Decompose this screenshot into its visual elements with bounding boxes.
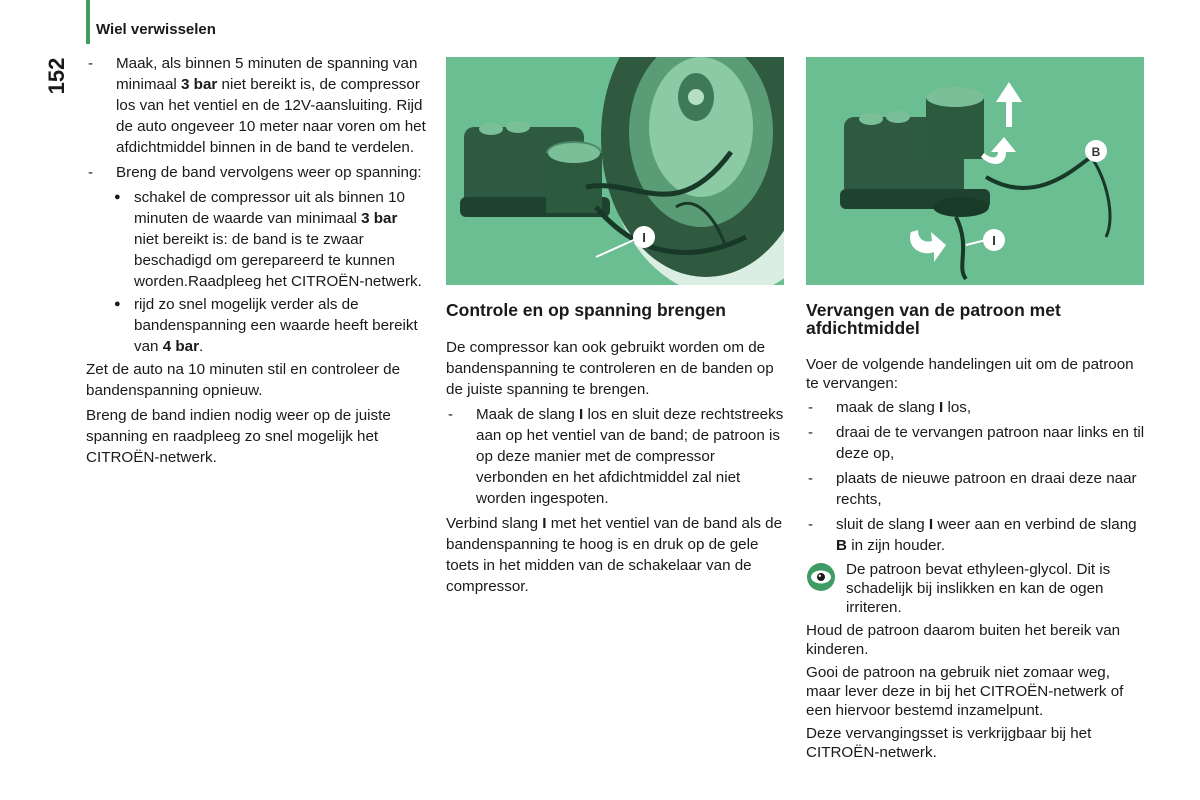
page-number: 152	[44, 57, 69, 95]
compressor-on-wheel-illustration	[446, 57, 784, 285]
section-header: Wiel verwisselen	[96, 21, 216, 38]
callout-label: I	[642, 230, 646, 245]
paragraph: Verbind slang I met het ventiel van de band als de bandenspanning te hoog is en druk op de gele toets in het midden van de schakelaar van de compressor.	[446, 515, 783, 595]
header-accent-bar	[86, 0, 90, 44]
warning-notice: De patroon bevat ethyleen-glycol. Dit is schadelijk bij inslikken en kan de ogen irriteren.	[806, 560, 1146, 617]
paragraph: Deze vervangingsset is verkrijgbaar bij het CITROËN-netwerk.	[806, 725, 1092, 761]
paragraph: Gooi de patroon na gebruik niet zomaar weg, maar lever deze in bij het CITROËN-netwerk of een hiervoor bestemd inzamelpunt.	[806, 664, 1124, 719]
bullet-item: ● rijd zo snel mogelijk verder als de bandenspanning een waarde heeft bereikt van 4 bar.	[86, 294, 426, 357]
list-item: - Breng de band vervolgens weer op spanning:	[86, 162, 426, 183]
cartridge-replacement-illustration	[806, 57, 1144, 285]
list-item: - draai de te vervangen patroon naar links en til deze op,	[806, 422, 1146, 464]
list-item: - sluit de slang I weer aan en verbind de slang B in zijn houder.	[806, 514, 1146, 556]
callout-label: B	[1091, 145, 1101, 159]
column-1	[86, 53, 426, 472]
list-item: - maak de slang I los,	[806, 397, 1146, 418]
callout-label: I	[992, 233, 996, 248]
section-heading: Vervangen van de patroon met afdichtmiddel	[806, 300, 1061, 338]
paragraph: Houd de patroon daarom buiten het bereik van kinderen.	[806, 622, 1121, 658]
bullet-item: ● schakel de compressor uit als binnen 10 minuten de waarde van minimaal 3 bar niet bereikt is: de band is te zwaar beschadigd om gerepareerd te kunnen worden.Raadpleeg het CITROËN-netwerk.	[86, 187, 426, 292]
paragraph: Voer de volgende handelingen uit om de patroon te vervangen:	[806, 356, 1134, 392]
column-2	[446, 57, 786, 601]
paragraph: Zet de auto na 10 minuten stil en controleer de bandenspanning opnieuw.	[86, 361, 401, 399]
list-item: - Maak de slang I los en sluit deze rechtstreeks aan op het ventiel van de band; de patroon is op deze manier met de compressor verbonden en het afdichtmiddel zal niet worden ingespoten.	[446, 404, 786, 509]
eye-hazard-icon	[806, 562, 836, 592]
list-item: - Maak, als binnen 5 minuten de spanning van minimaal 3 bar niet bereikt is, de compressor los van het ventiel en de 12V-aansluiting. Rijd de auto ongeveer 10 meter naar voren om het afdichtmiddel binnen in de band te verdelen.	[86, 53, 426, 158]
list-item: - plaats de nieuwe patroon en draai deze naar rechts,	[806, 468, 1146, 510]
paragraph: Breng de band indien nodig weer op de juiste spanning en raadpleeg zo snel mogelijk het CITROËN-netwerk.	[86, 407, 391, 466]
column-3	[806, 57, 1146, 766]
paragraph: De compressor kan ook gebruikt worden om de bandenspanning te controleren en de banden op de juiste spanning te brengen.	[446, 339, 774, 398]
section-heading: Controle en op spanning brengen	[446, 300, 726, 320]
